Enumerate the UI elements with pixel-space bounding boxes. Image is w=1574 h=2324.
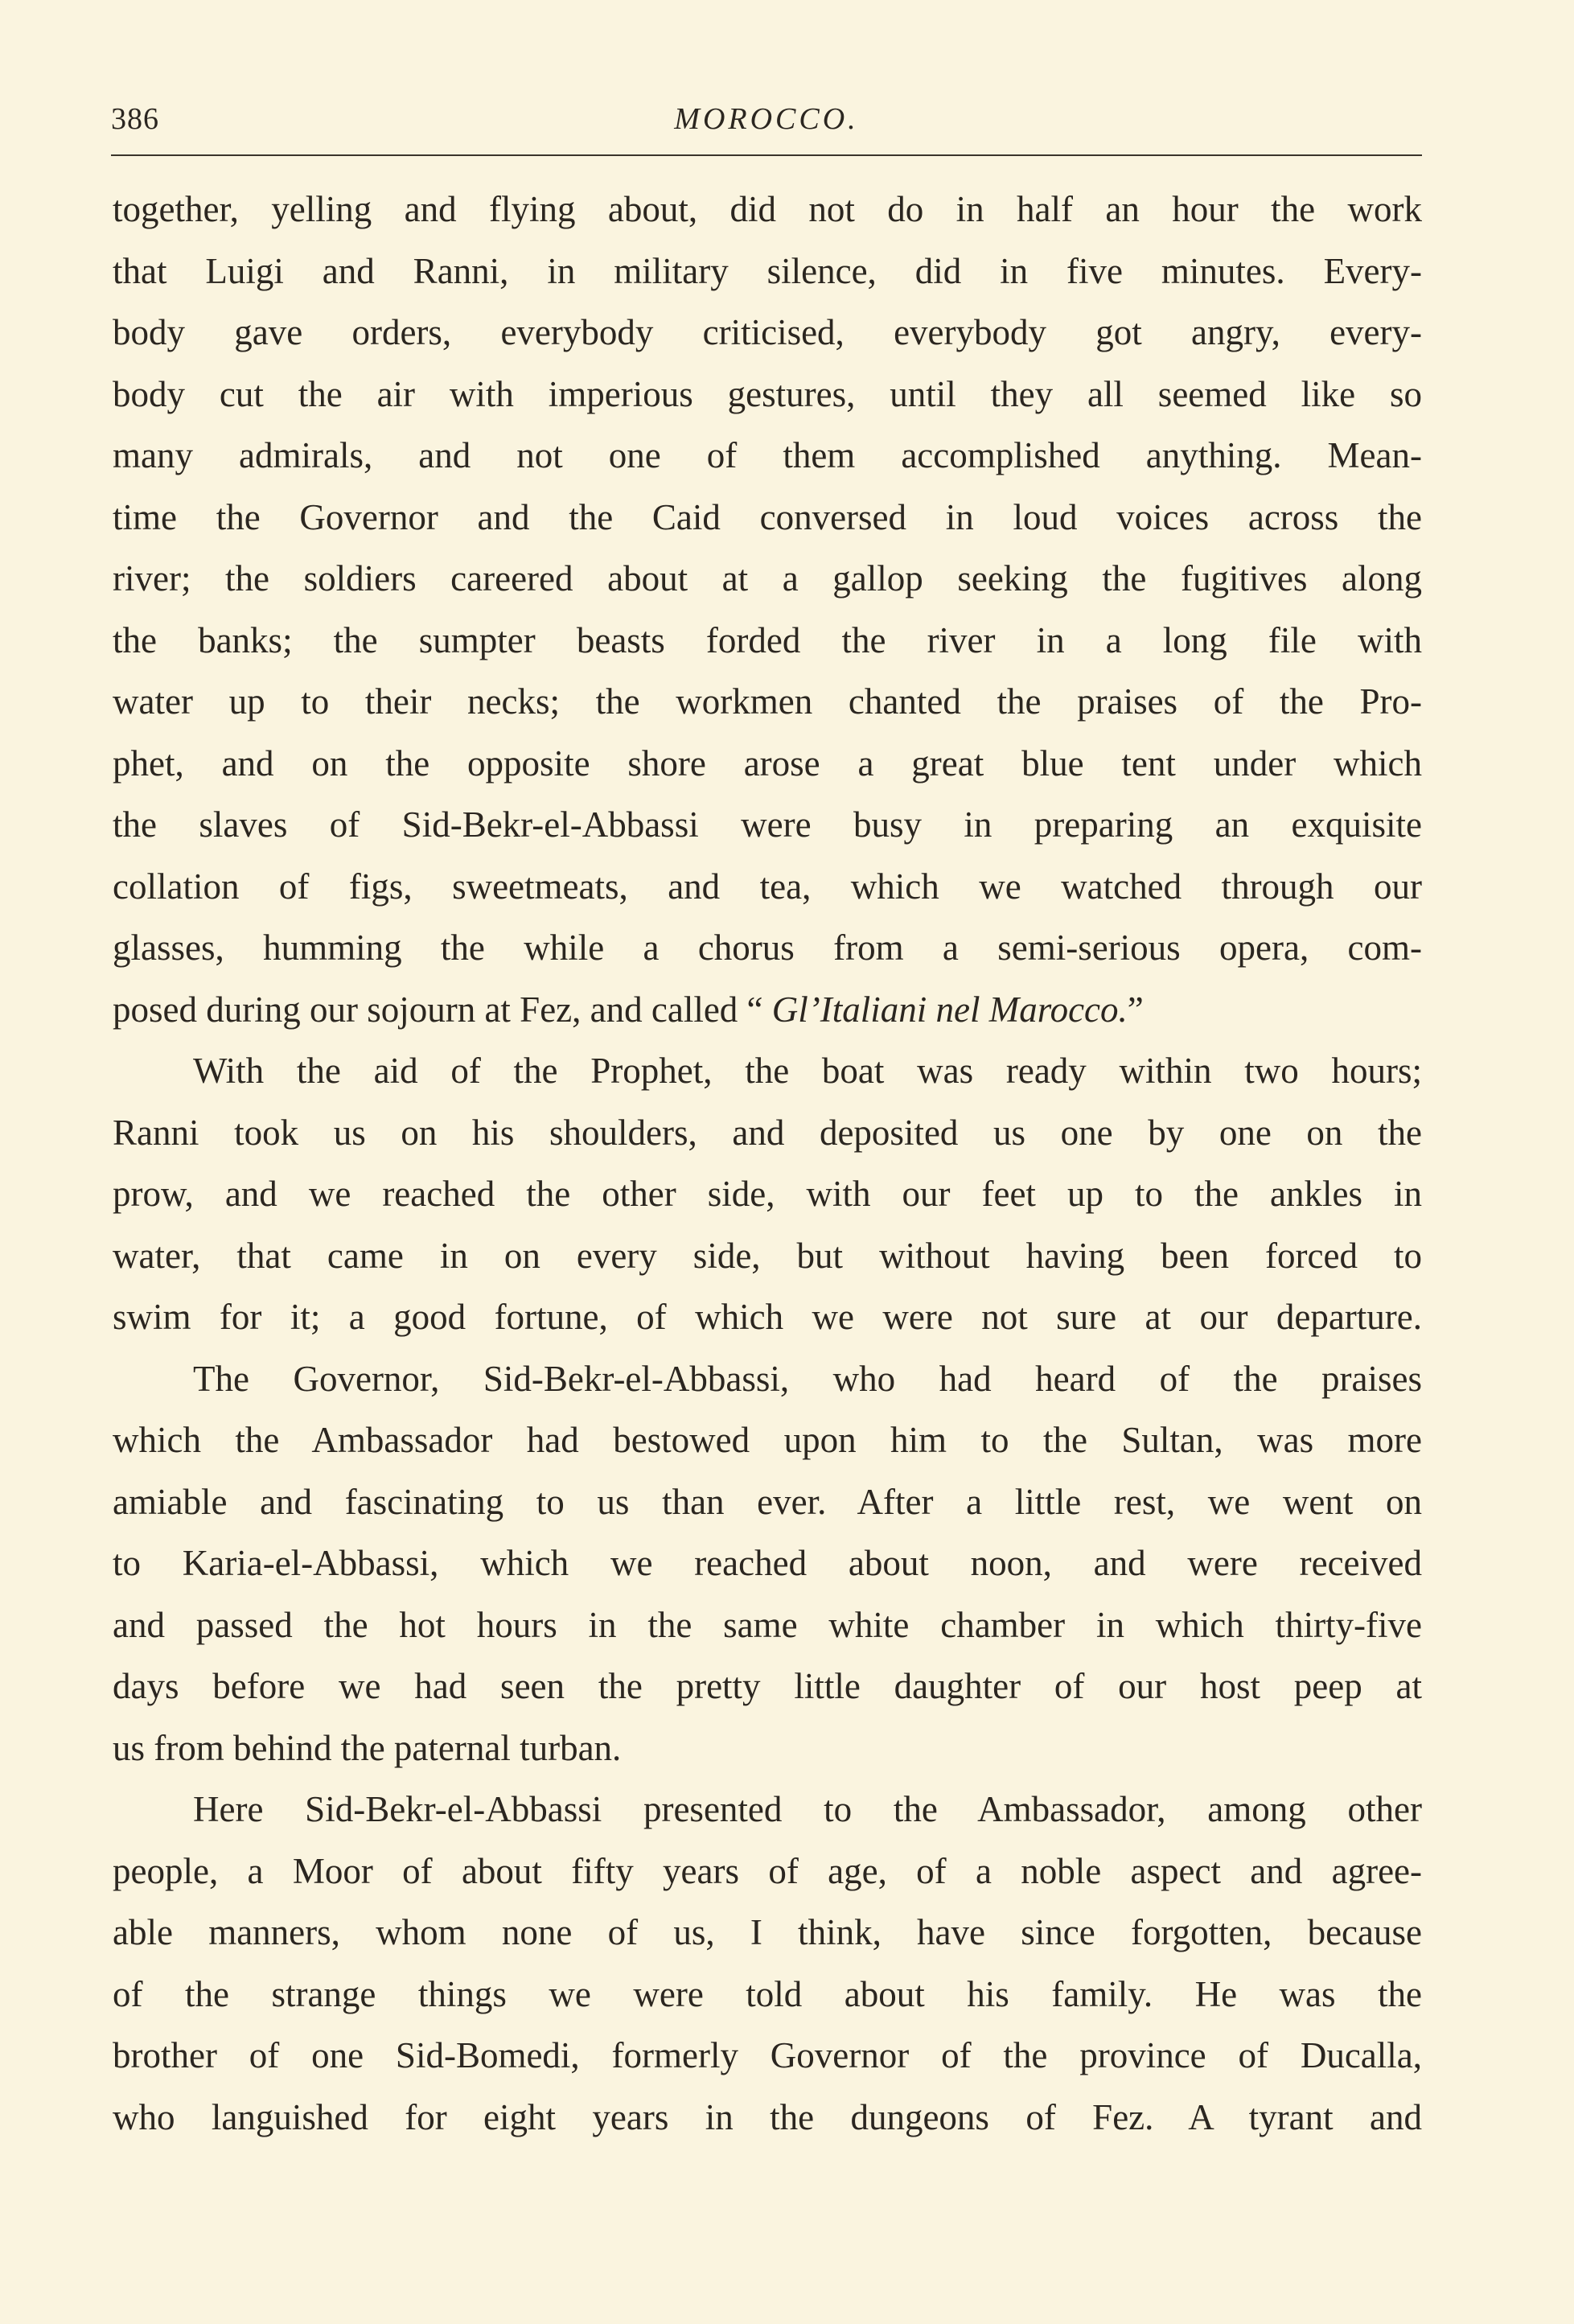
text-line: body gave orders, everybody criticised, everybody got angry, every- [113,312,1422,352]
text-line: the slaves of Sid-Bekr-el-Abbassi were busy in preparing an exquisite [113,804,1422,845]
text-line: of the strange things we were told about his family. He was the [113,1973,1422,2014]
text-line [113,979,1422,1041]
text-line: that Luigi and Ranni, in military silence, did in five minutes. Every- [113,250,1422,291]
text-line: days before we had seen the pretty little daughter of our host peep at [113,1666,1422,1706]
paragraph-2 [113,1040,1422,1348]
text-line: which the Ambassador had bestowed upon him to the Sultan, was more [113,1420,1422,1460]
header-rule [111,154,1422,156]
text-line: able manners, whom none of us, I think, have since forgotten, because [113,1912,1422,1952]
text-line: us from behind the paternal turban. [113,1727,622,1768]
page-number: 386 [111,102,159,136]
text-line: With the aid of the Prophet, the boat was ready within two hours; [193,1051,1422,1091]
text-line: water up to their necks; the workmen chanted the praises of the Pro- [113,681,1422,722]
text-line: to Karia-el-Abbassi, which we reached about noon, and were received [113,1543,1422,1583]
text-line: the banks; the sumpter beasts forded the river in a long file with [113,619,1422,660]
text-line: together, yelling and flying about, did not do in half an hour the work [113,189,1422,229]
paragraph-4 [113,1779,1422,2148]
text-line: collation of figs, sweetmeats, and tea, which we watched through our [113,866,1422,907]
paragraph-1 [113,179,1422,1040]
text-line-suffix: ” [1127,989,1144,1030]
text-line: river; the soldiers careered about at a gallop seeking the fugitives along [113,558,1422,598]
paragraph-3 [113,1348,1422,1779]
body-text [113,179,1422,2148]
text-line: time the Governor and the Caid conversed in loud voices across the [113,496,1422,537]
text-line: many admirals, and not one of them accomplished anything. Mean- [113,435,1422,475]
running-title: MOROCCO. [674,102,859,136]
text-line: who languished for eight years in the dungeons of Fez. A tyrant and [113,2096,1422,2137]
text-line: Here Sid-Bekr-el-Abbassi presented to the Ambassador, among other [193,1789,1422,1829]
text-line: water, that came in on every side, but without having been forced to [113,1235,1422,1276]
text-line: brother of one Sid-Bomedi, formerly Governor of the province of Ducalla, [113,2035,1422,2075]
text-line: and passed the hot hours in the same white chamber in which thirty-five [113,1604,1422,1645]
text-line: phet, and on the opposite shore arose a great blue tent under which [113,742,1422,784]
opera-title: Gl’Italiani nel Marocco. [771,989,1128,1030]
text-line-prefix: posed during our sojourn at Fez, and called “ [113,989,772,1030]
text-line: people, a Moor of about fifty years of age, of a noble aspect and agree- [113,1850,1422,1891]
text-line: The Governor, Sid-Bekr-el-Abbassi, who had heard of the praises [193,1358,1422,1399]
text-line: prow, and we reached the other side, with our feet up to the ankles in [113,1174,1422,1214]
text-line: glasses, humming the while a chorus from a semi-serious opera, com- [113,928,1422,968]
text-line: Ranni took us on his shoulders, and deposited us one by one on the [113,1112,1422,1153]
text-line: amiable and fascinating to us than ever. After a little rest, we went on [113,1481,1422,1522]
text-line: swim for it; a good fortune, of which we were not sure at our departure. [113,1297,1422,1337]
text-line: body cut the air with imperious gestures, until they all seemed like so [113,373,1422,414]
running-head [111,95,1422,143]
